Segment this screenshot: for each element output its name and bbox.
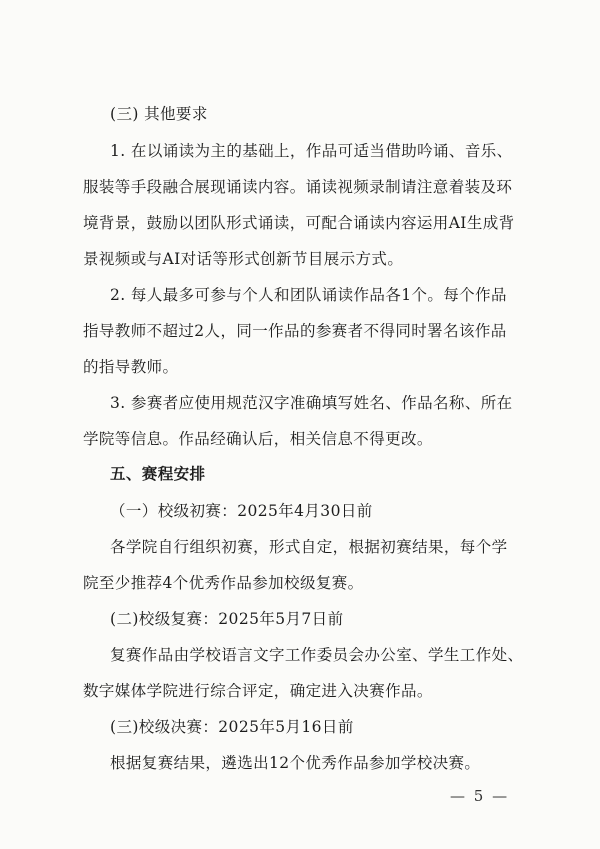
requirement-1-line-2: 服装等手段融合展现诵读内容。诵读视频录制请注意着装及环 bbox=[83, 178, 513, 196]
stage-1-line-2: 院至少推荐4个优秀作品参加校级复赛。 bbox=[83, 574, 364, 592]
requirement-1-line-3: 境背景，鼓励以团队形式诵读，可配合诵读内容运用AI生成背 bbox=[83, 214, 515, 232]
stage-2-title: (二)校级复赛：2025年5月7日前 bbox=[110, 610, 344, 628]
stage-2-line-1: 复赛作品由学校语言文字工作委员会办公室、学生工作处、 bbox=[110, 646, 524, 664]
requirement-2-line-3: 的指导教师。 bbox=[83, 358, 179, 376]
section-other-requirements-title: (三) 其他要求 bbox=[110, 105, 208, 123]
requirement-1-line-4: 景视频或与AI对话等形式创新节目展示方式。 bbox=[83, 250, 404, 268]
stage-3-title: (三)校级决赛：2025年5月16日前 bbox=[110, 718, 354, 736]
stage-2-line-2: 数字媒体学院进行综合评定，确定进入决赛作品。 bbox=[83, 682, 433, 700]
stage-1-title: （一）校级初赛：2025年4月30日前 bbox=[110, 502, 373, 520]
section-5-title: 五、赛程安排 bbox=[110, 464, 206, 483]
requirement-3-line-2: 学院等信息。作品经确认后，相关信息不得更改。 bbox=[83, 430, 433, 448]
page-number: — 5 — bbox=[450, 787, 510, 805]
requirement-3-line-1: 3. 参赛者应使用规范汉字准确填写姓名、作品名称、所在 bbox=[110, 394, 513, 412]
requirement-1-line-1: 1. 在以诵读为主的基础上，作品可适当借助吟诵、音乐、 bbox=[110, 142, 513, 160]
stage-3-line-1: 根据复赛结果，遴选出12个优秀作品参加学校决赛。 bbox=[110, 754, 481, 772]
requirement-2-line-1: 2. 每人最多可参与个人和团队诵读作品各1个。每个作品 bbox=[110, 286, 507, 304]
requirement-2-line-2: 指导教师不超过2人，同一作品的参赛者不得同时署名该作品 bbox=[83, 322, 507, 340]
stage-1-line-1: 各学院自行组织初赛，形式自定，根据初赛结果，每个学 bbox=[110, 538, 508, 556]
